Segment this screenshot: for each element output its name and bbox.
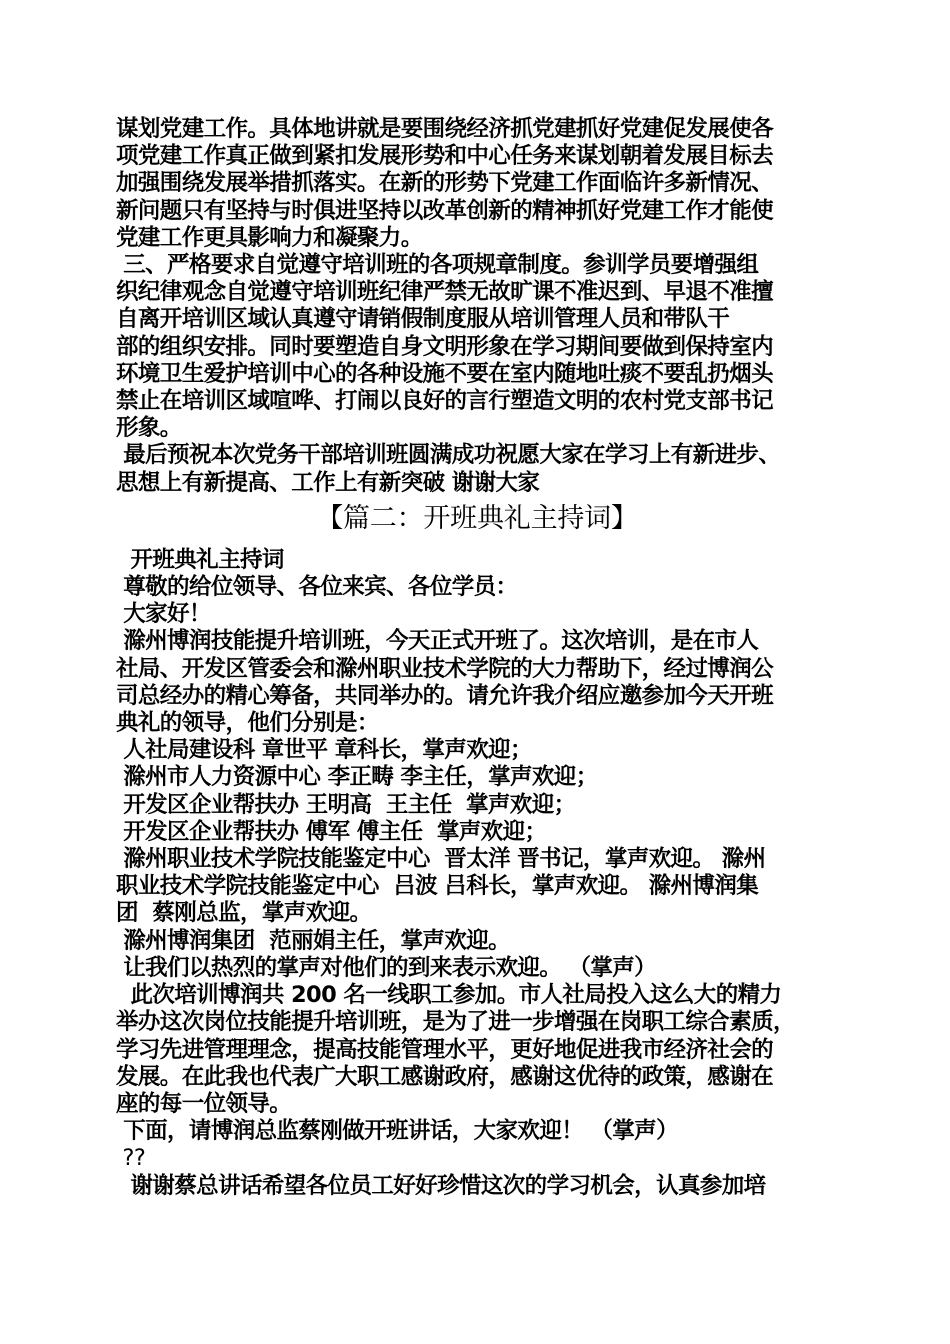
paragraph-line: 职业技术学院技能鉴定中心 吕波 吕科长，掌声欢迎。 滁州博润集 [116,873,759,900]
paragraph-line: 滁州博润集团 范丽娟主任，掌声欢迎。 [116,927,511,954]
paragraph-line: 开班典礼主持词 [116,546,284,573]
paragraph-line: 谢谢蔡总讲话希望各位员工好好珍惜这次的学习机会，认真参加培 [116,1172,766,1199]
paragraph-line: 项党建工作真正做到紧扣发展形势和中心任务来谋划朝着发展目标去 [116,143,774,170]
paragraph-line: 最后预祝本次党务干部培训班圆满成功祝愿大家在学习上有新进步、 [116,442,781,469]
paragraph-line: 此次培训博润共 200 名一线职工参加。市人社局投入这么大的精力 [116,982,782,1009]
paragraph-line: 滁州博润技能提升培训班，今天正式开班了。这次培训，是在市人 [116,628,759,655]
paragraph-line: 自离开培训区域认真遵守请销假制度服从培训管理人员和带队干 [116,306,730,333]
section-heading: 【篇二：开班典礼主持词】 [316,502,638,534]
paragraph-line: 滁州市人力资源中心 李正畴 李主任，掌声欢迎； [116,764,598,791]
paragraph-line: 滁州职业技术学院技能鉴定中心 晋太洋 晋书记，掌声欢迎。 滁州 [116,846,766,873]
paragraph-line: 部的组织安排。同时要塑造自身文明形象在学习期间要做到保持室内 [116,333,774,360]
paragraph-line: 社局、开发区管委会和滁州职业技术学院的大力帮助下，经过博润公 [116,655,774,682]
paragraph-line: ?? [116,1145,146,1172]
paragraph-line: 三、严格要求自觉遵守培训班的各项规章制度。参训学员要增强组 [116,252,759,279]
paragraph-line: 团 蔡刚总监，掌声欢迎。 [116,900,372,927]
paragraph-line: 尊敬的给位领导、各位来宾、各位学员： [116,574,518,601]
paragraph-line: 形象。 [116,415,182,442]
paragraph-line: 下面，请博润总监蔡刚做开班讲话，大家欢迎！ （掌声） [116,1118,678,1145]
paragraph-line: 座的每一位领导。 [116,1090,292,1117]
section-two [116,547,838,1200]
paragraph-line: 学习先进管理理念，提高技能管理水平，更好地促进我市经济社会的 [116,1036,774,1063]
paragraph-line: 禁止在培训区域喧哗、打闹以良好的言行塑造文明的农村党支部书记 [116,388,774,415]
paragraph-line: 环境卫生爱护培训中心的各种设施不要在室内随地吐痰不要乱扔烟头 [116,360,774,387]
paragraph-line: 加强围绕发展举措抓落实。在新的形势下党建工作面临许多新情况、 [116,170,774,197]
paragraph-line: 大家好！ [116,601,211,628]
paragraph-line: 发展。在此我也代表广大职工感谢政府，感谢这优待的政策，感谢在 [116,1063,774,1090]
paragraph-line: 举办这次岗位技能提升培训班，是为了进一步增强在岗职工综合素质， [116,1009,795,1036]
document-page [116,116,838,1200]
paragraph-line: 司总经办的精心筹备，共同举办的。请允许我介绍应邀参加今天开班 [116,682,774,709]
paragraph-line: 开发区企业帮扶办 王明高 王主任 掌声欢迎； [116,791,576,818]
paragraph-line: 织纪律观念自觉遵守培训班纪律严禁无故旷课不准迟到、早退不准擅 [116,279,774,306]
paragraph-line: 让我们以热烈的掌声对他们的到来表示欢迎。 （掌声） [116,954,657,981]
paragraph-line: 典礼的领导，他们分别是： [116,710,379,737]
section-one [116,116,838,497]
paragraph-line: 开发区企业帮扶办 傅军 傅主任 掌声欢迎； [116,818,547,845]
paragraph-line: 人社局建设科 章世平 章科长，掌声欢迎； [116,737,532,764]
paragraph-line: 党建工作更具影响力和凝聚力。 [116,224,423,251]
paragraph-line: 思想上有新提高、工作上有新突破 谢谢大家 [116,469,540,496]
paragraph-line: 谋划党建工作。具体地讲就是要围绕经济抓党建抓好党建促发展使各 [116,116,774,142]
paragraph-line: 新问题只有坚持与时俱进坚持以改革创新的精神抓好党建工作才能使 [116,197,774,224]
